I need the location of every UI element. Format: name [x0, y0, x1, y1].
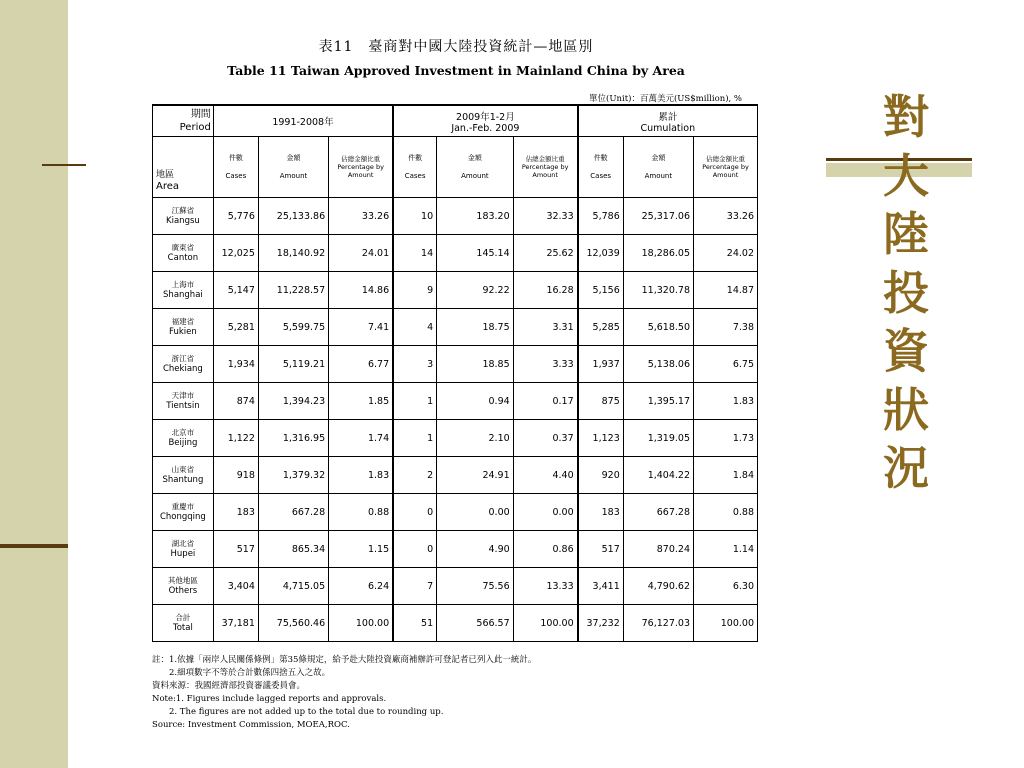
value-cell: 145.14 [437, 235, 514, 272]
value-cell: 32.33 [513, 198, 577, 235]
slide-title-char: 資 [883, 324, 929, 378]
value-cell: 517 [578, 531, 624, 568]
area-cell [153, 457, 214, 494]
value-cell: 1,316.95 [258, 420, 328, 457]
value-cell: 1,395.17 [623, 383, 693, 420]
area-name-zh: 重慶市 [171, 502, 195, 511]
table-row [153, 605, 758, 642]
period-cumulation [578, 105, 758, 137]
col-pct-3: 佔總金額比重 Percentage by Amount [694, 137, 758, 198]
table-row [153, 198, 758, 235]
period-1991-2008: 1991-2008年 [213, 105, 393, 137]
table-row [153, 531, 758, 568]
value-cell: 6.75 [694, 346, 758, 383]
table-notes [152, 654, 536, 732]
value-cell: 1,934 [213, 346, 258, 383]
area-name-en: Fukien [169, 327, 197, 337]
value-cell: 14 [393, 235, 437, 272]
col-cases-3: 件數 Cases [578, 137, 624, 198]
value-cell: 0.37 [513, 420, 577, 457]
area-name-en: Beijing [168, 438, 198, 448]
value-cell: 1.74 [329, 420, 393, 457]
value-cell: 0.17 [513, 383, 577, 420]
value-cell: 1,379.32 [258, 457, 328, 494]
area-name-en: Hupei [170, 549, 196, 559]
value-cell: 2 [393, 457, 437, 494]
note-line: 資料來源：我國經濟部投資審議委員會。 [152, 681, 306, 691]
area-header [153, 137, 214, 198]
value-cell: 5,599.75 [258, 309, 328, 346]
area-cell [153, 383, 214, 420]
value-cell: 18,286.05 [623, 235, 693, 272]
value-cell: 4.40 [513, 457, 577, 494]
left-decor-line-bottom [0, 544, 68, 548]
document-image [86, 0, 826, 768]
table-row [153, 568, 758, 605]
value-cell: 0.94 [437, 383, 514, 420]
area-cell [153, 272, 214, 309]
table-row [153, 383, 758, 420]
value-cell: 25,133.86 [258, 198, 328, 235]
value-cell: 183 [578, 494, 624, 531]
period-2009-zh: 2009年1-2月 [456, 111, 515, 123]
table-row [153, 272, 758, 309]
col-amount-1: 金額 Amount [258, 137, 328, 198]
value-cell: 10 [393, 198, 437, 235]
value-cell: 5,281 [213, 309, 258, 346]
value-cell: 37,232 [578, 605, 624, 642]
value-cell: 18.75 [437, 309, 514, 346]
value-cell: 918 [213, 457, 258, 494]
area-name-en: Canton [167, 253, 199, 263]
value-cell: 1.15 [329, 531, 393, 568]
value-cell: 9 [393, 272, 437, 309]
value-cell: 1,123 [578, 420, 624, 457]
area-name-zh: 天津市 [171, 391, 195, 400]
value-cell: 5,156 [578, 272, 624, 309]
col-pct-1: 佔總金額比重 Percentage by Amount [329, 137, 393, 198]
value-cell: 12,039 [578, 235, 624, 272]
area-cell [153, 235, 214, 272]
value-cell: 667.28 [258, 494, 328, 531]
area-cell [153, 309, 214, 346]
value-cell: 24.91 [437, 457, 514, 494]
value-cell: 7.41 [329, 309, 393, 346]
value-cell: 3,411 [578, 568, 624, 605]
value-cell: 1 [393, 383, 437, 420]
value-cell: 4.90 [437, 531, 514, 568]
value-cell: 1,404.22 [623, 457, 693, 494]
table-row [153, 494, 758, 531]
table-row [153, 457, 758, 494]
value-cell: 7.38 [694, 309, 758, 346]
value-cell: 3 [393, 346, 437, 383]
area-cell [153, 420, 214, 457]
slide-title [866, 88, 946, 498]
area-cell [153, 346, 214, 383]
slide-title-char: 狀 [883, 382, 929, 437]
area-cell [153, 198, 214, 235]
slide-title-char: 陸 [883, 207, 929, 261]
value-cell: 25.62 [513, 235, 577, 272]
value-cell: 870.24 [623, 531, 693, 568]
value-cell: 75.56 [437, 568, 514, 605]
cumulation-zh: 累計 [658, 111, 678, 123]
table-row [153, 346, 758, 383]
value-cell: 6.24 [329, 568, 393, 605]
slide-title-char: 況 [883, 441, 929, 495]
col-amount-3: 金額 Amount [623, 137, 693, 198]
value-cell: 865.34 [258, 531, 328, 568]
area-name-en: Shanghai [163, 290, 203, 300]
value-cell: 3.31 [513, 309, 577, 346]
note-line: 2. The figures are not added up to the total due to rounding up. [152, 707, 444, 717]
value-cell: 4,715.05 [258, 568, 328, 605]
investment-table [152, 104, 758, 642]
value-cell: 7 [393, 568, 437, 605]
value-cell: 183.20 [437, 198, 514, 235]
value-cell: 1.14 [694, 531, 758, 568]
value-cell: 4 [393, 309, 437, 346]
value-cell: 1,122 [213, 420, 258, 457]
value-cell: 13.33 [513, 568, 577, 605]
value-cell: 0.88 [694, 494, 758, 531]
value-cell: 3,404 [213, 568, 258, 605]
value-cell: 11,228.57 [258, 272, 328, 309]
period-zh: 期間 [190, 109, 211, 120]
col-cases-1: 件數 Cases [213, 137, 258, 198]
value-cell: 6.77 [329, 346, 393, 383]
value-cell: 12,025 [213, 235, 258, 272]
col-pct-2: 佔總金額比重 Percentage by Amount [513, 137, 577, 198]
area-name-zh: 合計 [175, 613, 191, 622]
value-cell: 33.26 [329, 198, 393, 235]
slide-title-char: 投 [883, 265, 929, 320]
area-cell [153, 494, 214, 531]
table-row [153, 309, 758, 346]
area-zh: 地區 [156, 170, 175, 180]
value-cell: 1,319.05 [623, 420, 693, 457]
value-cell: 100.00 [513, 605, 577, 642]
note-line: 註：1.依據「兩岸人民關係條例」第35條規定，給予赴大陸投資廠商補辦許可登記者已列入此一統計。 [152, 655, 537, 665]
value-cell: 0.88 [329, 494, 393, 531]
note-line: Source: Investment Commission, MOEA,ROC. [152, 720, 350, 730]
area-name-en: Kiangsu [166, 216, 200, 226]
period-2009-en: Jan.-Feb. 2009 [451, 122, 520, 134]
value-cell: 2.10 [437, 420, 514, 457]
value-cell: 24.02 [694, 235, 758, 272]
area-name-zh: 江蘇省 [171, 206, 195, 215]
area-name-zh: 其他地區 [167, 576, 198, 585]
area-cell [153, 568, 214, 605]
area-name-en: Total [172, 623, 193, 633]
left-decor-line-top [42, 164, 86, 166]
cumulation-en: Cumulation [640, 122, 696, 134]
value-cell: 875 [578, 383, 624, 420]
area-cell [153, 605, 214, 642]
value-cell: 4,790.62 [623, 568, 693, 605]
value-cell: 0.86 [513, 531, 577, 568]
col-amount-2: 金額 Amount [437, 137, 514, 198]
value-cell: 37,181 [213, 605, 258, 642]
value-cell: 5,776 [213, 198, 258, 235]
value-cell: 5,786 [578, 198, 624, 235]
value-cell: 100.00 [329, 605, 393, 642]
left-decor-bar [0, 0, 68, 768]
area-name-zh: 湖北省 [171, 539, 195, 548]
value-cell: 14.86 [329, 272, 393, 309]
value-cell: 5,138.06 [623, 346, 693, 383]
area-name-zh: 福建省 [171, 317, 195, 326]
value-cell: 183 [213, 494, 258, 531]
value-cell: 24.01 [329, 235, 393, 272]
area-name-en: Tientsin [166, 401, 200, 411]
area-cell [153, 531, 214, 568]
value-cell: 16.28 [513, 272, 577, 309]
area-name-en: Shantung [162, 475, 204, 485]
table-body [153, 198, 758, 642]
area-name-zh: 北京市 [171, 428, 195, 437]
value-cell: 0 [393, 494, 437, 531]
note-line: Note:1. Figures include lagged reports and approvals. [152, 694, 387, 704]
value-cell: 33.26 [694, 198, 758, 235]
value-cell: 0.00 [513, 494, 577, 531]
unit-label: 單位(Unit)：百萬美元(US$million), % [589, 94, 742, 104]
slide-title-char: 對 [883, 90, 929, 144]
area-en: Area [156, 181, 180, 192]
area-name-en: Others [168, 586, 198, 596]
value-cell: 1.73 [694, 420, 758, 457]
area-name-zh: 山東省 [171, 465, 195, 474]
value-cell: 1.83 [694, 383, 758, 420]
period-header [153, 105, 214, 137]
value-cell: 1.83 [329, 457, 393, 494]
value-cell: 3.33 [513, 346, 577, 383]
value-cell: 100.00 [694, 605, 758, 642]
value-cell: 667.28 [623, 494, 693, 531]
table-title-chinese: 表11 臺商對中國大陸投資統計—地區別 [318, 39, 594, 55]
value-cell: 6.30 [694, 568, 758, 605]
value-cell: 1,937 [578, 346, 624, 383]
value-cell: 920 [578, 457, 624, 494]
slide-title-char: 大 [883, 148, 929, 203]
value-cell: 25,317.06 [623, 198, 693, 235]
value-cell: 566.57 [437, 605, 514, 642]
value-cell: 1,394.23 [258, 383, 328, 420]
table-row [153, 235, 758, 272]
value-cell: 5,285 [578, 309, 624, 346]
value-cell: 11,320.78 [623, 272, 693, 309]
area-name-en: Chongqing [159, 512, 206, 522]
period-2009 [393, 105, 578, 137]
area-name-zh: 廣東省 [171, 243, 195, 252]
value-cell: 874 [213, 383, 258, 420]
value-cell: 1.84 [694, 457, 758, 494]
value-cell: 18,140.92 [258, 235, 328, 272]
table-title-english: Table 11 Taiwan Approved Investment in Mainland China by Area [227, 63, 685, 78]
value-cell: 5,147 [213, 272, 258, 309]
value-cell: 1.85 [329, 383, 393, 420]
value-cell: 75,560.46 [258, 605, 328, 642]
value-cell: 0.00 [437, 494, 514, 531]
period-en: Period [179, 122, 211, 133]
value-cell: 76,127.03 [623, 605, 693, 642]
value-cell: 1 [393, 420, 437, 457]
area-name-zh: 浙江省 [171, 354, 195, 363]
value-cell: 51 [393, 605, 437, 642]
note-line: 2.細項數字不等於合計數係四捨五入之故。 [152, 668, 331, 678]
value-cell: 14.87 [694, 272, 758, 309]
table-row [153, 420, 758, 457]
area-name-zh: 上海市 [171, 280, 195, 289]
value-cell: 5,618.50 [623, 309, 693, 346]
col-cases-2: 件數 Cases [393, 137, 437, 198]
value-cell: 18.85 [437, 346, 514, 383]
value-cell: 5,119.21 [258, 346, 328, 383]
value-cell: 92.22 [437, 272, 514, 309]
value-cell: 0 [393, 531, 437, 568]
area-name-en: Chekiang [162, 364, 203, 374]
value-cell: 517 [213, 531, 258, 568]
